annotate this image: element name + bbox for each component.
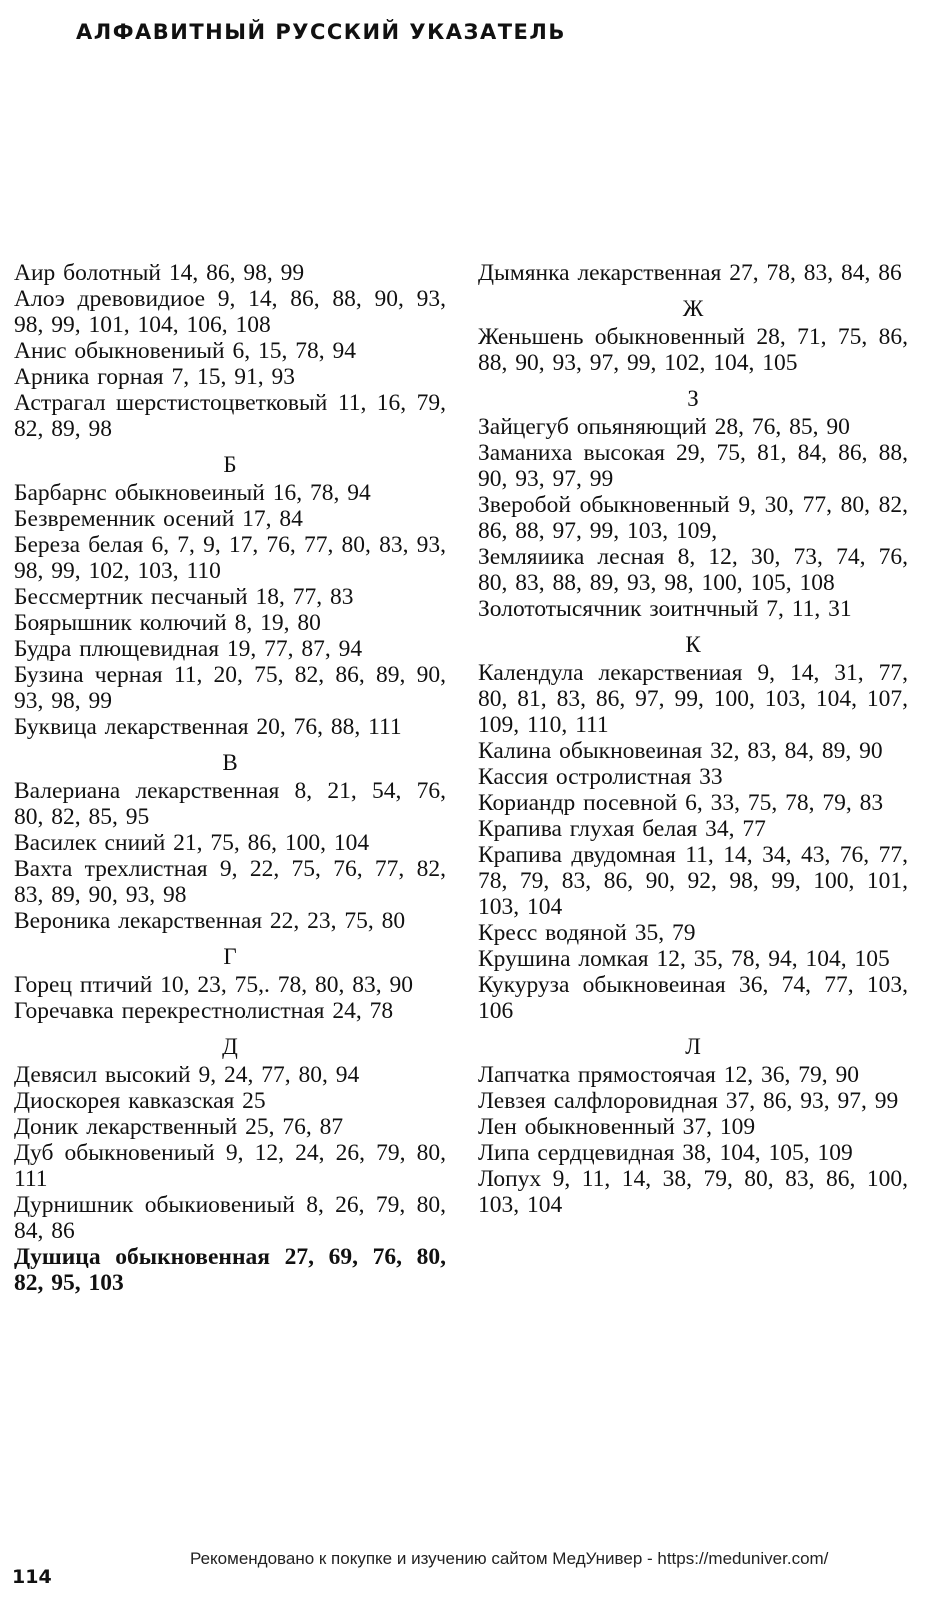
- index-entry: Арника горная 7, 15, 91, 93: [14, 364, 295, 390]
- section-letter: К: [685, 632, 701, 657]
- index-entry: Дымянка лекарственная 27, 78, 83, 84, 86: [478, 260, 902, 286]
- index-entry: Вероника лекарственная 22, 23, 75, 80: [14, 908, 406, 934]
- index-entry: Дурнишник обыкиовениый 8, 26, 79, 80, 84, 86: [14, 1192, 446, 1244]
- index-entry: Кресс водяной 35, 79: [478, 920, 696, 946]
- index-entry: Лапчатка прямостоячая 12, 36, 79, 90: [478, 1062, 859, 1088]
- index-entry: Заманиха высокая 29, 75, 81, 84, 86, 88, 90, 93, 97, 99: [478, 440, 908, 492]
- index-entry: Будра плющевидная 19, 77, 87, 94: [14, 636, 363, 662]
- section-letter: Л: [685, 1034, 701, 1059]
- index-entry: Диоскорея кавказская 25: [14, 1088, 266, 1114]
- index-entry: Календула лекарствениая 9, 14, 31, 77, 80, 81, 83, 86, 97, 99, 100, 103, 104, 107, 109, 110, 111: [478, 660, 908, 738]
- index-entry: Боярышник колючий 8, 19, 80: [14, 610, 321, 636]
- index-entry: Земляиика лесная 8, 12, 30, 73, 74, 76, 80, 83, 88, 89, 93, 98, 100, 105, 108: [478, 544, 908, 596]
- section-letter: В: [222, 750, 238, 775]
- index-entry: Горечавка перекрестнолистная 24, 78: [14, 998, 394, 1024]
- index-entry: Бузина черная 11, 20, 75, 82, 86, 89, 90, 93, 98, 99: [14, 662, 446, 714]
- page-title: АЛФАВИТНЫЙ РУССКИЙ УКАЗАТЕЛЬ: [76, 20, 566, 44]
- index-column-right: [478, 260, 908, 1218]
- index-entry: Астрагал шерстистоцветковый 11, 16, 79, 82, 89, 98: [14, 390, 446, 442]
- index-entry: Бессмертник песчаный 18, 77, 83: [14, 584, 354, 610]
- index-entry: Анис обыкновениый 6, 15, 78, 94: [14, 338, 356, 364]
- index-entry: Кассия остролистная 33: [478, 764, 723, 790]
- index-entry: Дуб обыкновениый 9, 12, 24, 26, 79, 80, 111: [14, 1140, 446, 1192]
- index-entry: Крапива глухая белая 34, 77: [478, 816, 766, 842]
- index-entry: Барбарнс обыкновеиный 16, 78, 94: [14, 480, 371, 506]
- section-letter: З: [687, 386, 699, 411]
- index-entry: Зверобой обыкновенный 9, 30, 77, 80, 82, 86, 88, 97, 99, 103, 109,: [478, 492, 908, 544]
- section-letter: Ж: [682, 296, 704, 321]
- index-entry: Золототысячник зоитнчный 7, 11, 31: [478, 596, 852, 622]
- index-entry: Крапива двудомная 11, 14, 34, 43, 76, 77, 78, 79, 83, 86, 90, 92, 98, 99, 100, 101, 103, 104: [478, 842, 908, 920]
- index-entry: Алоэ древовидиое 9, 14, 86, 88, 90, 93, 98, 99, 101, 104, 106, 108: [14, 286, 446, 338]
- section-letter: Б: [223, 452, 237, 477]
- index-entry: Вахта трехлистная 9, 22, 75, 76, 77, 82, 83, 89, 90, 93, 98: [14, 856, 446, 908]
- index-entry: Девясил высокий 9, 24, 77, 80, 94: [14, 1062, 360, 1088]
- index-entry: Береза белая 6, 7, 9, 17, 76, 77, 80, 83, 93, 98, 99, 102, 103, 110: [14, 532, 446, 584]
- index-entry: Горец птичий 10, 23, 75,. 78, 80, 83, 90: [14, 972, 414, 998]
- index-entry: Василек сниий 21, 75, 86, 100, 104: [14, 830, 370, 856]
- index-entry: Кориандр посевной 6, 33, 75, 78, 79, 83: [478, 790, 884, 816]
- index-column-left: [14, 260, 446, 1296]
- index-entry: Лен обыкновенный 37, 109: [478, 1114, 756, 1140]
- index-entry: Крушина ломкая 12, 35, 78, 94, 104, 105: [478, 946, 890, 972]
- index-entry: Кукуруза обыкновеиная 36, 74, 77, 103, 106: [478, 972, 908, 1024]
- index-entry: Доник лекарственный 25, 76, 87: [14, 1114, 344, 1140]
- footer-note: Рекомендовано к покупке и изучению сайтом МедУнивер - https://meduniver.com/: [190, 1549, 829, 1568]
- index-entry: Калина обыкновеиная 32, 83, 84, 89, 90: [478, 738, 883, 764]
- index-entry: Левзея салфлоровидная 37, 86, 93, 97, 99: [478, 1088, 899, 1114]
- index-entry: Душица обыкновенная 27, 69, 76, 80, 82, 95, 103: [14, 1244, 446, 1296]
- section-letter: Д: [222, 1034, 238, 1059]
- index-entry: Женьшень обыкновенный 28, 71, 75, 86, 88, 90, 93, 97, 99, 102, 104, 105: [478, 324, 908, 376]
- index-entry: Валериана лекарственная 8, 21, 54, 76, 80, 82, 85, 95: [14, 778, 446, 830]
- index-entry: Безвременник осений 17, 84: [14, 506, 303, 532]
- index-entry: Аир болотный 14, 86, 98, 99: [14, 260, 305, 286]
- index-entry: Зайцегуб опьяняющий 28, 76, 85, 90: [478, 414, 850, 440]
- index-entry: Лопух 9, 11, 14, 38, 79, 80, 83, 86, 100, 103, 104: [478, 1166, 908, 1218]
- page-number: 114: [12, 1566, 52, 1588]
- index-entry: Липа сердцевидная 38, 104, 105, 109: [478, 1140, 853, 1166]
- index-entry: Буквица лекарственная 20, 76, 88, 111: [14, 714, 402, 740]
- section-letter: Г: [223, 944, 237, 969]
